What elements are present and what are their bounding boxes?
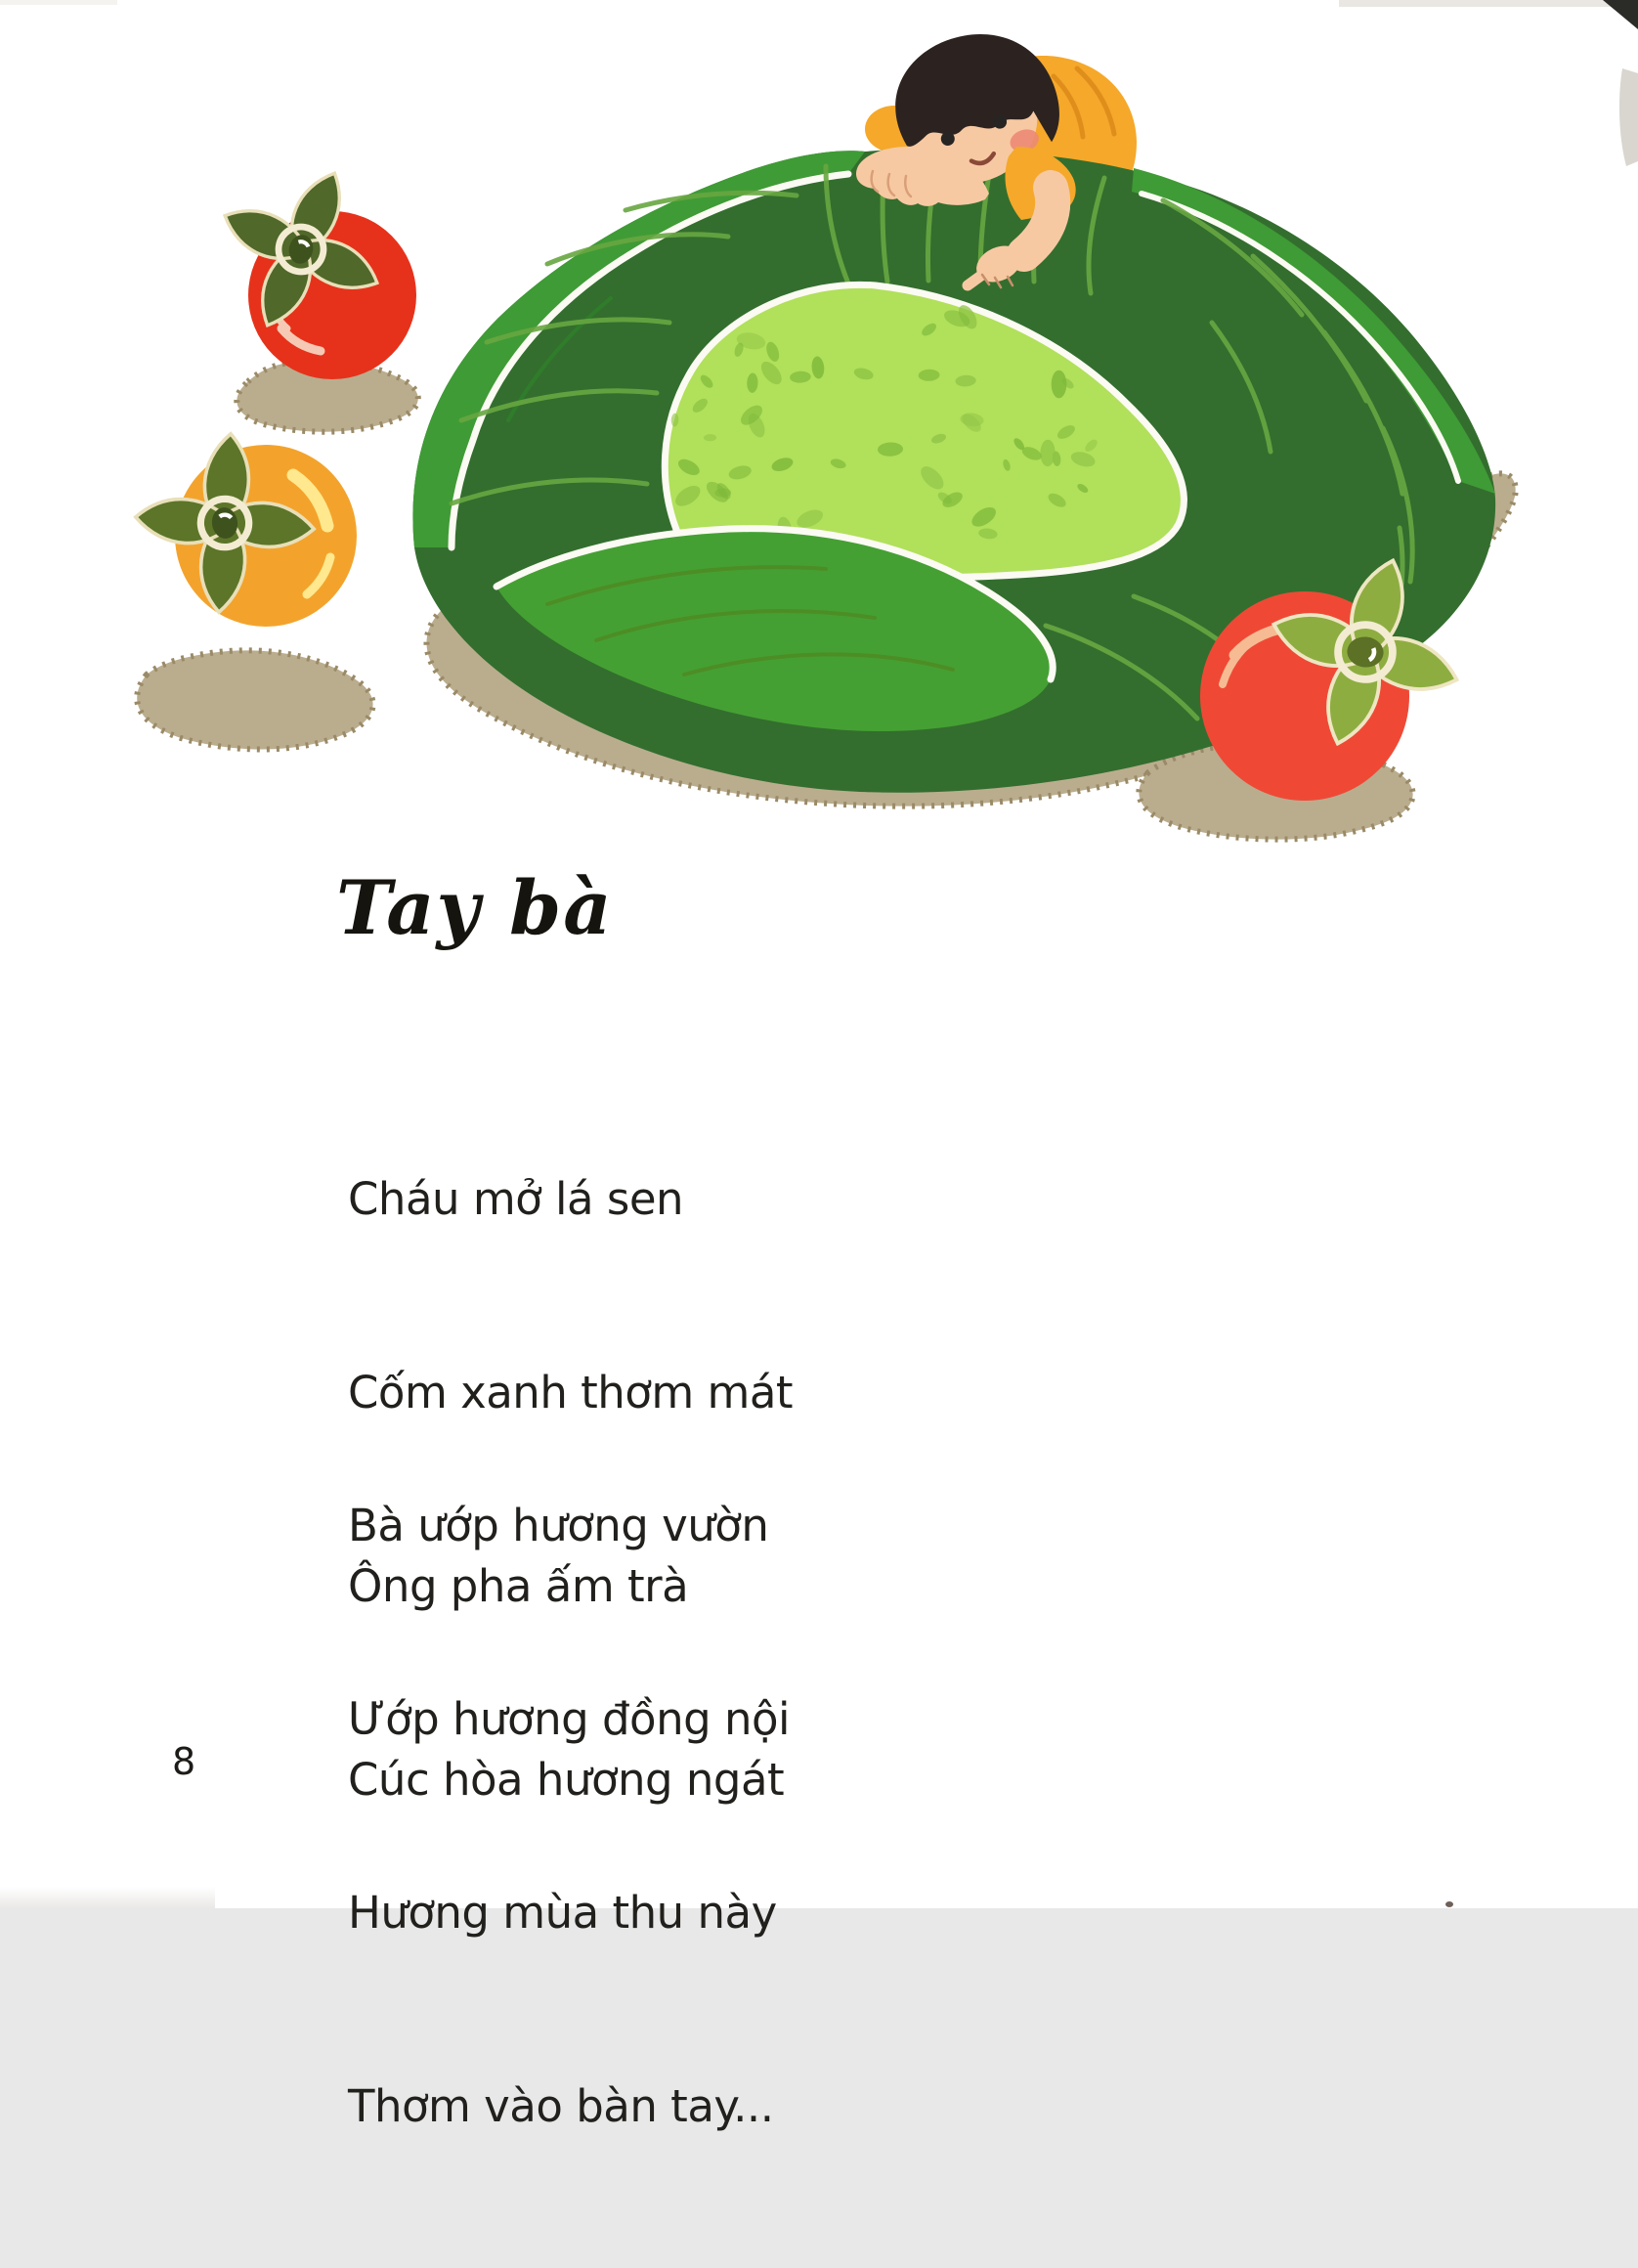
page-curl-corner — [1603, 0, 1638, 29]
lotus-leaf-illustration — [0, 0, 1638, 860]
poem-line: Hương mùa thu này — [348, 1887, 777, 1939]
poem-line: Bà ướp hương vườn — [348, 1500, 769, 1551]
shadow-under-orange-persimmon — [137, 650, 372, 749]
persimmon-orange — [121, 419, 357, 627]
page-number: 8 — [172, 1740, 196, 1783]
scan-artifacts — [0, 0, 1638, 166]
poem-title: Tay bà — [336, 864, 614, 951]
scan-speck — [1445, 1901, 1453, 1907]
scan-noise — [0, 1887, 215, 1908]
poem-line: Cúc hòa hương ngát — [348, 1754, 785, 1806]
poem-line: Cốm xanh thơm mát — [348, 1367, 794, 1418]
poem-line: Ông pha ấm trà — [348, 1560, 689, 1612]
poem-line: Cháu mở lá sen — [348, 1173, 684, 1225]
poem-line: Ướp hương đồng nội — [348, 1693, 791, 1745]
poem-stanza-2 — [348, 1365, 790, 2268]
poem-line: Thơm vào bàn tay... — [348, 2080, 774, 2132]
persimmon-red — [199, 148, 416, 379]
